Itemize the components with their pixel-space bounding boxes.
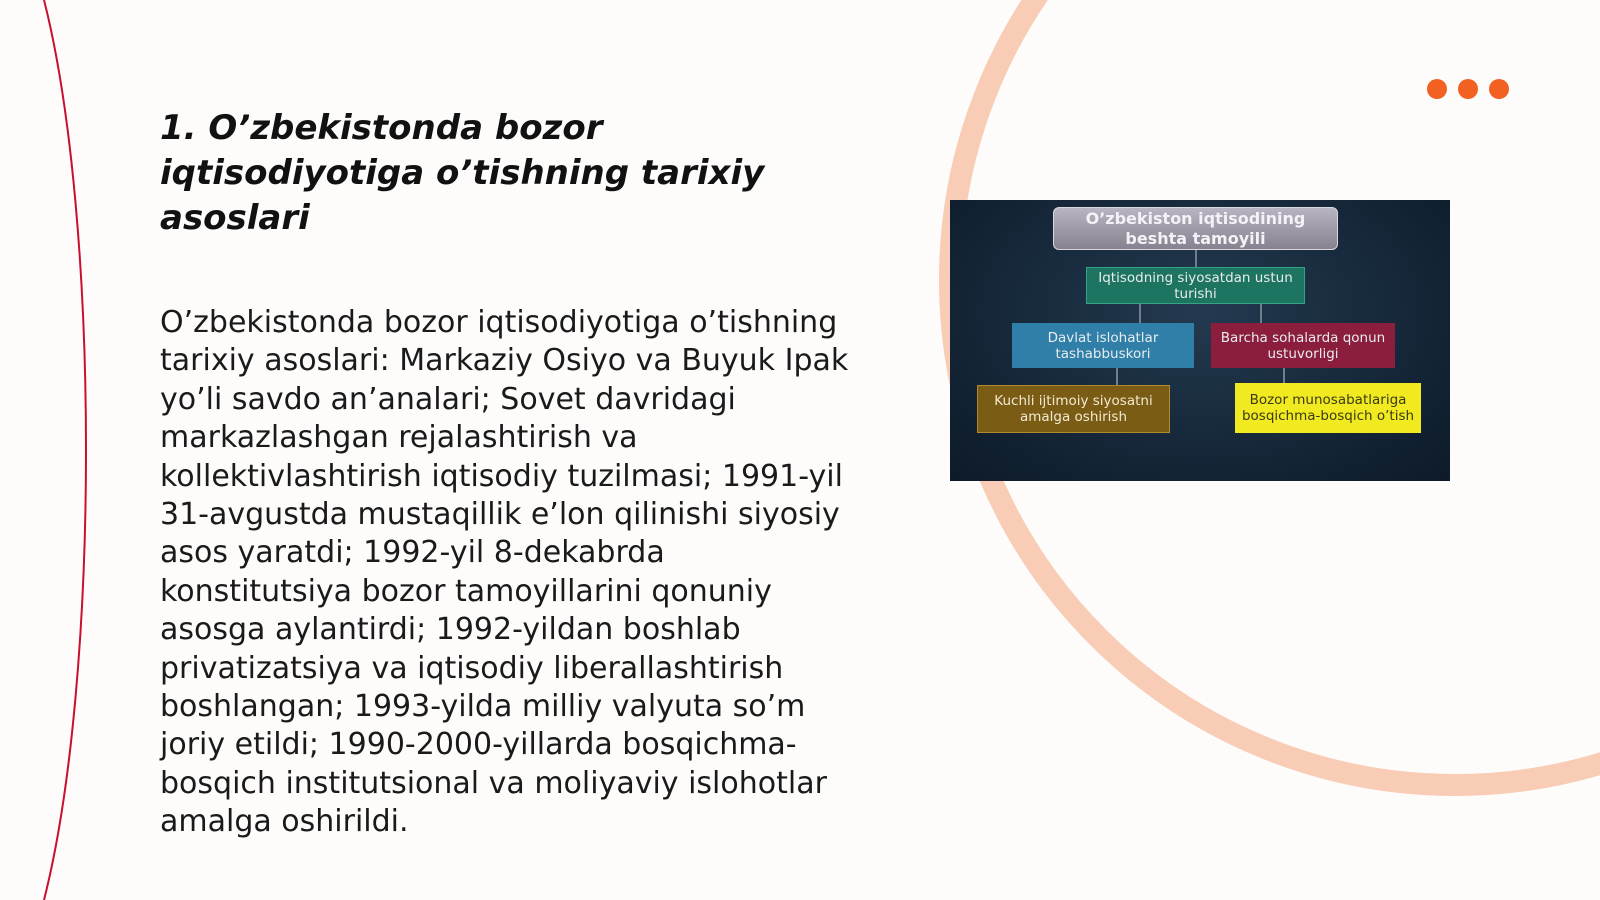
dot-icon xyxy=(1489,79,1509,99)
connector-line xyxy=(1260,304,1262,323)
slide-body-text: O’zbekistonda bozor iqtisodiyotiga o’tishning tarixiy asoslari: Markaziy Osiyo va Buyuk Ipak yo’li savdo an’analari; Sovet davridagi markazlashgan rejalashtirish va kollektivlashtirish iqtisodiy tuzilmasi; 1991-yil 31-avgustda mustaqillik e’lon qilinishi siyosiy asos yaratdi; 1992-yil 8-dekabrda konstitutsiya bozor tamoyillarini qonuniy asosga aylantirdi; 1992-yildan boshlab privatizatsiya va iqtisodiy liberallashtirish boshlangan; 1993-yilda milliy valyuta so’m joriy etildi; 1990-2000-yillarda bosqichma-bosqich institutsional va moliyaviy islohotlar amalga oshirildi. xyxy=(160,305,849,840)
diagram-node-social: Kuchli ijtimoiy siyosatni amalga oshirish xyxy=(977,385,1170,433)
connector-line xyxy=(1283,368,1285,383)
diagram-node-state: Davlat islohatlar tashabbuskori xyxy=(1012,323,1194,368)
diagram-node-law: Barcha sohalarda qonun ustuvorligi xyxy=(1211,323,1395,368)
left-accent-curve xyxy=(44,0,86,900)
diagram-image xyxy=(950,200,1450,481)
connector-line xyxy=(1116,368,1118,385)
dot-icon xyxy=(1427,79,1447,99)
diagram-node-market: Bozor munosabatlariga bosqichma-bosqich o’tish xyxy=(1235,383,1421,433)
connector-line xyxy=(1195,250,1197,267)
more-options-dots xyxy=(1427,79,1509,99)
diagram-root-node: O’zbekiston iqtisodining beshta tamoyili xyxy=(1053,207,1338,250)
slide-title: 1. O’zbekistonda bozor iqtisodiyotiga o’tishning tarixiy asoslari xyxy=(160,108,765,238)
dot-icon xyxy=(1458,79,1478,99)
connector-line xyxy=(1139,304,1141,323)
diagram-node-politics: Iqtisodning siyosatdan ustun turishi xyxy=(1086,267,1305,304)
